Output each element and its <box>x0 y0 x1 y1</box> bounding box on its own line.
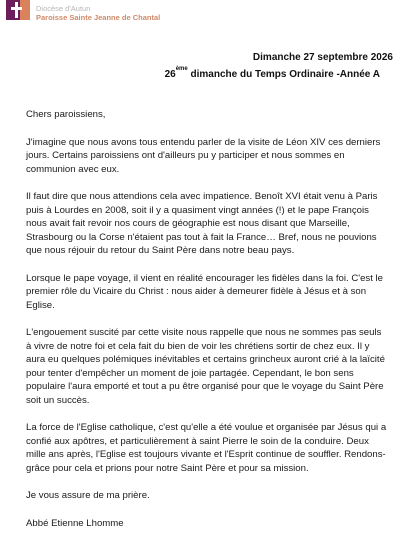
parish-logo-icon <box>6 0 30 20</box>
sunday-description: dimanche du Temps Ordinaire - <box>187 69 340 80</box>
letter-body <box>26 108 388 544</box>
paragraph-pope-role: Lorsque le pape voyage, il vient en réalité encourager les fidèles dans la foi. C'est le premier rôle du Vicaire du Christ : nous aider à demeurer fidèle à Jésus et à son Eglise. <box>26 272 384 311</box>
liturgical-day-line <box>165 66 380 83</box>
greeting: Chers paroissiens, <box>26 109 106 120</box>
sunday-number: 26 <box>164 69 176 80</box>
liturgical-header <box>164 49 393 83</box>
paragraph-prayer: Je vous assure de ma prière. <box>26 490 150 501</box>
sunday-ordinal-suffix: ème <box>175 66 188 72</box>
liturgical-year: Année A <box>339 69 380 80</box>
signature: Abbé Etienne Lhomme <box>26 517 124 529</box>
organization-block <box>36 4 160 22</box>
parish-name: Paroisse Sainte Jeanne de Chantal <box>36 13 161 22</box>
paragraph-expectation: Il faut dire que nous attendions cela avec impatience. Benoît XVI était venu à Paris puis à Lourdes en 2008, soit il y a quasiment vingt années (!) et le pape François nous avait fait revoir nos cours de géographie est nous disant que Marseille, Strasbourg ou la Corse n'étaient pas tout à fait la France… Bref, nous ne pouvions que nous réjouir du retour du Saint Père dans notre beau pays. <box>26 191 378 256</box>
paragraph-church-strength: La force de l'Eglise catholique, c'est qu'elle a été voulue et organisée par Jésus qui a confié aux apôtres, et particulièrement à saint Pierre le soin de la conduire. Deux mille ans après, l'Eglise est toujours vivante et l'Esprit continue de souffler. Rendons-grâce pour cela et prions pour notre Saint Père et pour sa mission. <box>26 422 387 474</box>
diocese-name: Diocèse d'Autun <box>36 4 91 13</box>
paragraph-enthusiasm: L'engouement suscité par cette visite nous rappelle que nous ne sommes pas seuls à vivre de notre foi et cela fait du bien de voir les chrétiens sortir de chez eux. Il y aura eu quelques polémiques inévitables et certains grincheux auront crié à la laïcité pour tenter d'empêcher un moment de joie partagée. Cependant, le bon sens populaire l'aura emporté et tout a pu être organisé pour que le voyage du Saint Père soit un succès. <box>26 327 385 406</box>
date-line: Dimanche 27 septembre 2026 <box>252 52 393 63</box>
paragraph-visit: J'imagine que nous avons tous entendu parler de la visite de Léon XIV ces derniers jours. Certains paroissiens ont d'ailleurs pu y participer et nous sommes en communion avec eux. <box>26 136 381 175</box>
